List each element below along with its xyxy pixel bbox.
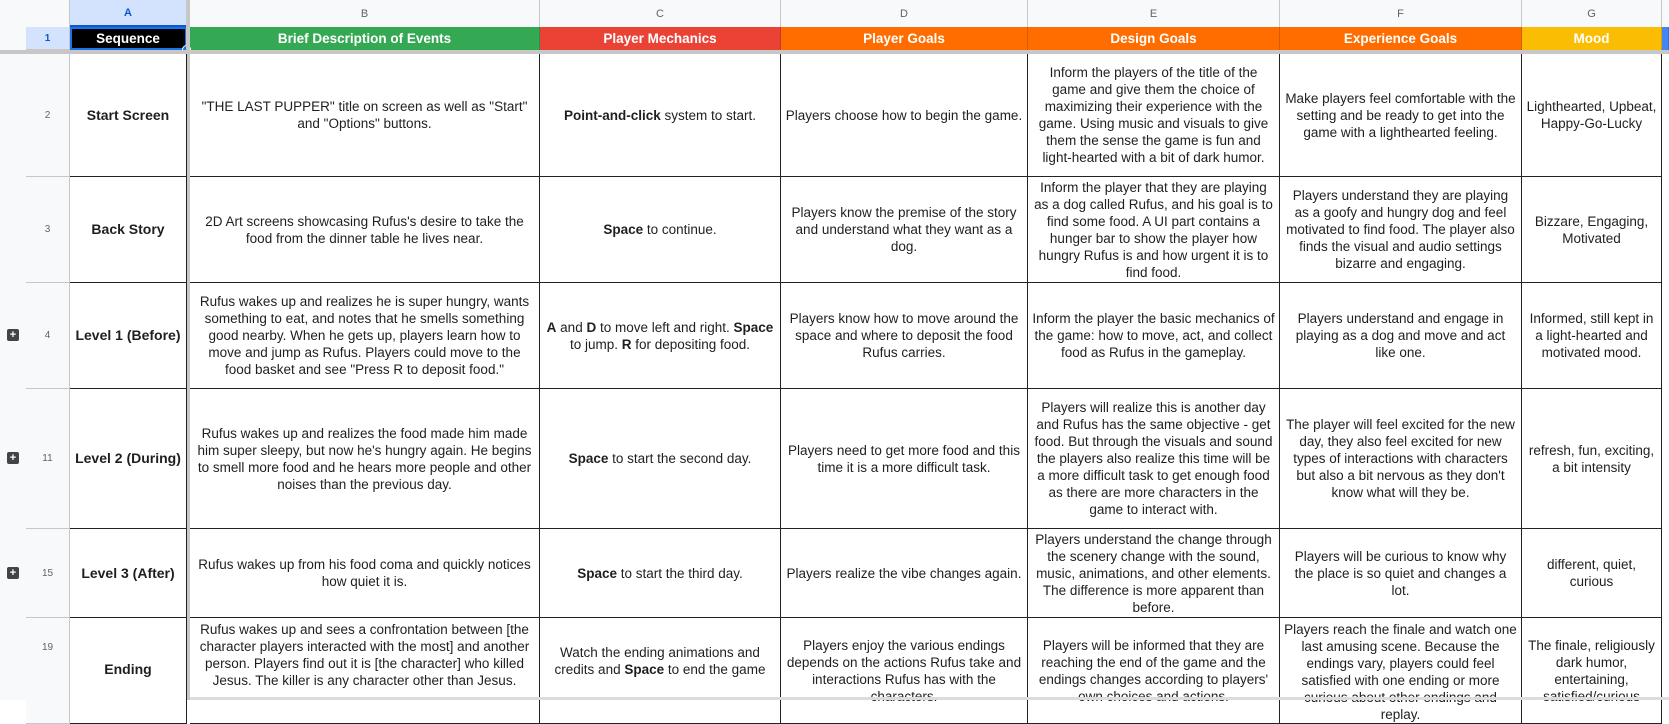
cell-text-part: to move left and right. [596, 319, 734, 335]
header-cell-mechanics[interactable]: Player Mechanics [540, 27, 781, 50]
cell-sequence[interactable] [70, 177, 187, 283]
cell-text-rest: to start the second day. [608, 451, 752, 466]
cell-sequence[interactable] [70, 529, 187, 618]
cell-mood[interactable] [1522, 54, 1662, 177]
cell-text [544, 221, 776, 238]
column-header-f[interactable]: F [1280, 0, 1522, 27]
cell-text: Players will realize this is another day and Rufus has the same objective - get food. But through the visuals and sound the players also realize this time will be a more difficult task to get enough food as there are more characters in the game to interact with. [1034, 400, 1273, 517]
cell-text: Rufus wakes up from his food coma and quickly notices how quiet it is. [198, 557, 531, 589]
cell-text: The player will feel excited for the new day, they also feel excited for new types of interactions with characters but also a bit nervous as they don't know what will they be. [1286, 417, 1515, 500]
cell-text: Inform the player the basic mechanics of the game: how to move, act, and collect food as Rufus in the gameplay. [1032, 311, 1275, 360]
cell-design-goals[interactable] [1028, 177, 1280, 283]
key-label: Point-and-click [563, 107, 661, 123]
cell-text [544, 107, 776, 124]
row-header-1[interactable]: 1 [26, 27, 70, 50]
cell-player-goals[interactable] [781, 54, 1028, 177]
cell-text: 2D Art screens showcasing Rufus's desire to take the food from the dinner table he lives near. [205, 213, 524, 246]
cell-text: Players enjoy the various endings depends on the actions Rufus take and interactions Rufus has with the [786, 638, 1022, 687]
cell-text-rest: to continue. [643, 222, 717, 237]
cell-text-part: to jump. [569, 336, 622, 352]
cell-mechanics[interactable] [540, 389, 781, 529]
cell-mood[interactable] [1522, 529, 1662, 618]
cell-text: Players understand and engage in playing as a dog and move and act like one. [1295, 311, 1506, 360]
cell-experience-goals[interactable] [1280, 529, 1522, 618]
row-header-11[interactable]: 11 [26, 389, 70, 529]
cell-mood[interactable] [1522, 177, 1662, 283]
cell-sequence[interactable] [70, 54, 187, 177]
cell-description[interactable] [190, 389, 540, 529]
cell-text: Players choose how to begin the game. [785, 107, 1023, 123]
cell-text: Inform the players of the title of the game and give them the choice of maximizing their experience with the game. Using music and visuals to give them the sense the game is fun and light-hearted with a bit of dark humor. [1038, 65, 1269, 165]
cell-sequence[interactable] [70, 618, 187, 724]
header-cell-mood[interactable]: Mood [1522, 27, 1662, 50]
row-header-15[interactable]: 15 [26, 529, 70, 618]
cell-text: Players need to get more food and this time it is a more difficult task. [788, 442, 1020, 475]
expand-group-icon[interactable]: + [7, 567, 19, 579]
cell-text: The finale, religiously dark humor, entertaining, [1528, 638, 1655, 687]
cell-mechanics[interactable] [540, 283, 781, 389]
cell-design-goals[interactable] [1028, 389, 1280, 529]
cell-description[interactable] [190, 54, 540, 177]
cell-text-part: for depositing food. [631, 336, 751, 352]
key-label: R [621, 336, 632, 352]
header-cell-overflow [1662, 27, 1669, 50]
cell-text [544, 450, 776, 467]
cell-text-rest: system to start. [660, 107, 757, 123]
cell-text: Make players feel comfortable with the setting and be ready to get into the game with a lighthearted feeling. [1285, 90, 1516, 140]
header-cell-player-goals[interactable]: Player Goals [781, 27, 1028, 50]
cell-design-goals[interactable] [1028, 618, 1280, 724]
cell-player-goals[interactable] [781, 618, 1028, 724]
cell-mechanics[interactable] [540, 54, 781, 177]
cell-mechanics[interactable] [540, 177, 781, 283]
key-label: Space [733, 319, 774, 335]
column-header-g[interactable]: G [1522, 0, 1662, 27]
key-label: Space [577, 565, 617, 581]
expand-group-icon[interactable]: + [7, 452, 19, 464]
header-cell-experience-goals[interactable]: Experience Goals [1280, 27, 1522, 50]
cell-mechanics[interactable] [540, 529, 781, 618]
cell-design-goals[interactable] [1028, 529, 1280, 618]
cell-experience-goals[interactable] [1280, 177, 1522, 283]
cell-text: Players understand the change through the scenery change with the sound, music, animations, and other elements. The difference is more apparent than before. [1035, 531, 1272, 615]
column-header-e[interactable]: E [1028, 0, 1280, 27]
cell-description[interactable] [190, 618, 540, 724]
cell-experience-goals[interactable] [1280, 389, 1522, 529]
cell-text: Players know the premise of the story and understand what they want as a dog. [791, 205, 1017, 254]
key-label: Space [568, 451, 609, 466]
cell-player-goals[interactable] [781, 389, 1028, 529]
column-header-c[interactable]: C [540, 0, 781, 27]
column-header-b[interactable]: B [190, 0, 540, 27]
cell-description[interactable] [190, 529, 540, 618]
cell-mechanics[interactable] [540, 618, 781, 724]
cell-player-goals[interactable] [781, 529, 1028, 618]
expand-group-icon[interactable]: + [7, 329, 19, 341]
key-label: Space [603, 222, 644, 237]
cell-text: Rufus wakes up and realizes he is super hungry, wants something to eat, and notes that he smells something good nearby. When he gets up, players learn how to move and jump as Rufus. Players could move to the food basket and see "Press R to deposit food." [199, 294, 530, 377]
cell-text-pre: Watch the ending animations and credits and [554, 645, 760, 677]
select-all-corner[interactable] [0, 0, 70, 27]
cell-text: Bizzare, Engaging, Motivated [1534, 213, 1649, 246]
cell-text: Back Story [91, 221, 165, 237]
cell-text: Players know how to move around the space and where to deposit the food Rufus carries. [789, 311, 1019, 360]
cell-text: "THE LAST PUPPER" title on screen as well as "Start" and "Options" buttons. [201, 99, 528, 131]
cell-text-rest: to end the game [664, 662, 766, 677]
cell-text: Players understand they are playing as a goofy and hungry dog and feel motivated to find food. The player also finds the visual and audio settings bizarre and engaging. [1286, 188, 1515, 271]
cell-text: Players will be informed that they are reaching the end of the game and the endings changes according to players' [1038, 638, 1269, 687]
cell-text-rest: to start the third day. [616, 565, 743, 581]
row-header-4[interactable]: 4 [26, 283, 70, 389]
cell-player-goals[interactable] [781, 177, 1028, 283]
key-label: A [546, 319, 557, 335]
cell-description[interactable] [190, 283, 540, 389]
cell-text [544, 319, 776, 353]
cell-text: different, quiet, curious [1546, 557, 1637, 589]
cell-text: Lighthearted, Upbeat, Happy-Go-Lucky [1526, 99, 1657, 131]
cell-text: Inform the player that they are playing as a dog called Rufus, and his goal is to find some food. A UI part contains a hunger bar to show the player how hungry Rufus is and how urgent it is to find food. [1034, 179, 1273, 280]
row-header-3[interactable]: 3 [26, 177, 70, 283]
cell-text [544, 644, 776, 678]
cell-text: Level 3 (After) [81, 564, 175, 581]
row-header-19[interactable] [26, 618, 70, 724]
header-cell-description[interactable]: Brief Description of Events [190, 27, 540, 50]
cell-mood[interactable] [1522, 618, 1662, 724]
cell-player-goals[interactable] [781, 283, 1028, 389]
cell-sequence[interactable] [70, 283, 187, 389]
column-header-a[interactable]: A [70, 0, 187, 27]
cell-text: Level 2 (During) [75, 450, 181, 466]
cell-experience-goals[interactable] [1280, 283, 1522, 389]
cell-text: Rufus wakes up and sees a confrontation between [the character players interacted with the most] and another person. Players find out it is [the character] who killed Jesus. The killer is any character other than Jesus. [199, 622, 530, 688]
cell-mood[interactable] [1522, 283, 1662, 389]
cell-text: Rufus wakes up and realizes the food made him made him super sleepy, but now he's hungry again. He begins to smell more food and he hears more people and other noises than the previous day. [197, 425, 532, 492]
row-header-2[interactable]: 2 [26, 54, 70, 177]
cell-design-goals[interactable] [1028, 54, 1280, 177]
cell-text: Level 1 (Before) [75, 327, 181, 343]
header-cell-sequence[interactable]: Sequence [70, 27, 187, 50]
selection-outline [70, 27, 187, 50]
cell-mood[interactable] [1522, 389, 1662, 529]
cell-text-part: and [556, 319, 587, 335]
column-header-d[interactable]: D [781, 0, 1028, 27]
cell-text: Ending [104, 661, 152, 677]
group-gutter [0, 27, 27, 700]
cell-text: refresh, fun, exciting, a bit intensity [1528, 442, 1655, 475]
cell-text: Players will be curious to know why the place is so quiet and changes a lot. [1294, 548, 1507, 598]
cell-text: Players realize the vibe changes again. [786, 565, 1022, 581]
key-label: Space [624, 662, 665, 677]
row-number: 19 [41, 642, 54, 653]
cell-sequence[interactable] [70, 389, 187, 529]
cell-text: Players reach the finale and watch one last amusing scene. Because the endings vary, players could feel satisfied with one ending or more replay. [1284, 622, 1517, 722]
header-cell-design-goals[interactable]: Design Goals [1028, 27, 1280, 50]
key-label: D [586, 319, 597, 335]
cell-design-goals[interactable] [1028, 283, 1280, 389]
cell-text: Informed, still kept in a light-hearted and motivated mood. [1529, 311, 1654, 360]
cell-experience-goals[interactable] [1280, 54, 1522, 177]
cell-description[interactable] [190, 177, 540, 283]
cell-experience-goals[interactable] [1280, 618, 1522, 724]
cell-text [544, 565, 776, 582]
cell-text: Start Screen [86, 106, 170, 123]
